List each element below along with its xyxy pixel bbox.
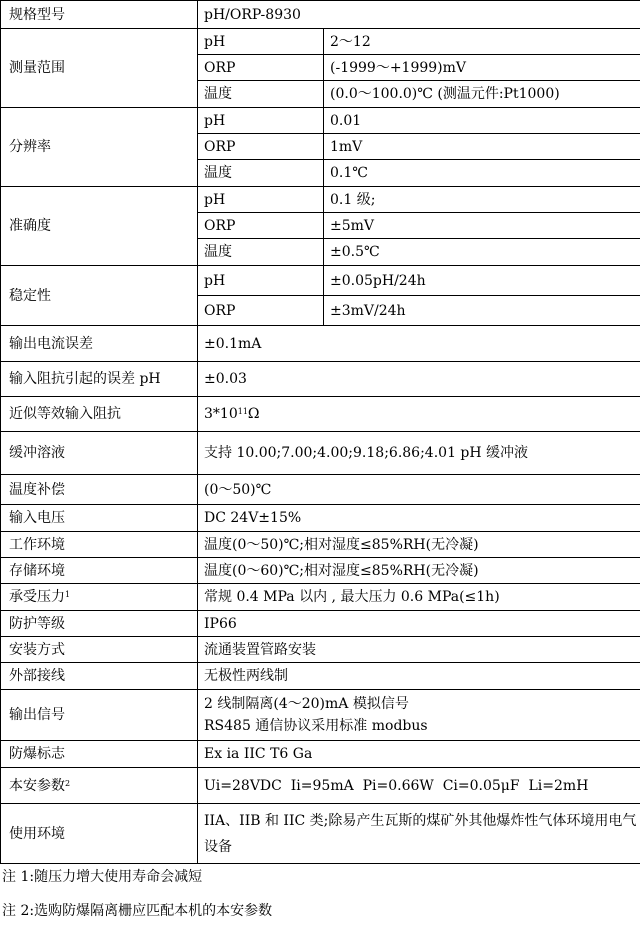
spec-label: 工作环境 <box>1 532 198 558</box>
spec-label: 输入阻抗引起的误差 pH <box>1 362 198 397</box>
spec-value: 温度(0～60)℃;相对湿度≤85%RH(无冷凝) <box>198 558 640 584</box>
spec-label: 准确度 <box>1 187 198 266</box>
spec-row-wiring <box>1 663 640 690</box>
spec-label <box>1 584 198 611</box>
spec-param: ORP <box>198 296 324 326</box>
spec-value: 温度(0～50)℃;相对湿度≤85%RH(无冷凝) <box>198 532 640 558</box>
spec-row-accuracy <box>1 187 640 213</box>
spec-value: pH/ORP-8930 <box>198 1 640 29</box>
spec-row-protection <box>1 611 640 637</box>
spec-label: 防护等级 <box>1 611 198 637</box>
spec-value: Ui=28VDC Ii=95mA Pi=0.66W Ci=0.05μF Li=2mH <box>198 768 640 804</box>
spec-row-output-current-error <box>1 326 640 362</box>
spec-value: DC 24V±15% <box>198 505 640 532</box>
spec-label: 缓冲溶液 <box>1 432 198 475</box>
spec-label: 输出信号 <box>1 690 198 741</box>
spec-row-explosion-mark <box>1 741 640 768</box>
spec-value: 1mV <box>324 134 640 160</box>
output-signal-digital: RS485 通信协议采用标准 modbus <box>204 718 428 734</box>
spec-param: pH <box>198 266 324 296</box>
spec-label: 测量范围 <box>1 29 198 108</box>
spec-row-install <box>1 637 640 663</box>
spec-row-stability <box>1 266 640 296</box>
spec-row-buffer <box>1 432 640 475</box>
spec-row-storage-env <box>1 558 640 584</box>
pressure-label: 承受压力 <box>9 589 65 605</box>
spec-value: (0.0～100.0)℃ (测温元件:Pt1000) <box>324 81 640 108</box>
spec-param: 温度 <box>198 160 324 187</box>
spec-value: 流通装置管路安装 <box>198 637 640 663</box>
spec-label: 使用环境 <box>1 804 198 864</box>
footnote-2: 注 2:选购防爆隔离栅应匹配本机的本安参数 <box>2 903 273 919</box>
spec-label <box>1 768 198 804</box>
spec-row-safety-params <box>1 768 640 804</box>
spec-row-temp-comp <box>1 475 640 505</box>
spec-value: ±5mV <box>324 213 640 239</box>
spec-param: ORP <box>198 55 324 81</box>
spec-row-use-env <box>1 804 640 864</box>
spec-row-output-signal <box>1 690 640 741</box>
spec-label: 规格型号 <box>1 1 198 29</box>
spec-label: 输出电流误差 <box>1 326 198 362</box>
safety-params-label: 本安参数 <box>9 777 65 794</box>
spec-param: 温度 <box>198 81 324 108</box>
spec-value: 2～12 <box>324 29 640 55</box>
footnote-1: 注 1:随压力增大使用寿命会减短 <box>2 869 203 885</box>
spec-row-work-env <box>1 532 640 558</box>
spec-label: 外部接线 <box>1 663 198 690</box>
spec-label: 近似等效输入阻抗 <box>1 397 198 432</box>
spec-param: ORP <box>198 134 324 160</box>
spec-value: (-1999～+1999)mV <box>324 55 640 81</box>
spec-value: ±0.5℃ <box>324 239 640 266</box>
spec-param: 温度 <box>198 239 324 266</box>
spec-label: 输入电压 <box>1 505 198 532</box>
spec-row-input-voltage <box>1 505 640 532</box>
spec-value: IIA、IIB 和 IIC 类;除易产生瓦斯的煤矿外其他爆炸性气体环境用电气设备 <box>198 804 640 864</box>
impedance-unit: Ω <box>247 406 260 422</box>
spec-value: 无极性两线制 <box>198 663 640 690</box>
spec-value: ±0.03 <box>198 362 640 397</box>
spec-value: 0.1 级; <box>324 187 640 213</box>
spec-param: pH <box>198 29 324 55</box>
spec-value: 0.1℃ <box>324 160 640 187</box>
spec-value: ±0.1mA <box>198 326 640 362</box>
footnote-mark: 1 <box>65 590 71 599</box>
spec-value: Ex ia IIC T6 Ga <box>198 741 640 768</box>
spec-param: pH <box>198 108 324 134</box>
spec-label: 稳定性 <box>1 266 198 326</box>
spec-row-resolution <box>1 108 640 134</box>
spec-value <box>198 690 640 741</box>
spec-value: 支持 10.00;7.00;4.00;9.18;6.86;4.01 pH 缓冲液 <box>198 432 640 475</box>
spec-row-pressure <box>1 584 640 611</box>
spec-label: 温度补偿 <box>1 475 198 505</box>
spec-param: ORP <box>198 213 324 239</box>
impedance-base: 3*10 <box>204 406 238 422</box>
spec-value: 0.01 <box>324 108 640 134</box>
spec-label: 防爆标志 <box>1 741 198 768</box>
spec-label: 存储环境 <box>1 558 198 584</box>
spec-row-range <box>1 29 640 55</box>
footnotes <box>0 860 640 928</box>
spec-value: IP66 <box>198 611 640 637</box>
spec-label: 安装方式 <box>1 637 198 663</box>
spec-row-input-impedance-error <box>1 362 640 397</box>
spec-value <box>198 397 640 432</box>
spec-row-equiv-input-impedance <box>1 397 640 432</box>
impedance-exponent: 11 <box>237 407 248 416</box>
spec-label: 分辨率 <box>1 108 198 187</box>
spec-value: (0～50)℃ <box>198 475 640 505</box>
spec-value: ±0.05pH/24h <box>324 266 640 296</box>
footnote-mark: 2 <box>65 778 71 788</box>
spec-value: ±3mV/24h <box>324 296 640 326</box>
spec-param: pH <box>198 187 324 213</box>
output-signal-analog: 2 线制隔离(4～20)mA 模拟信号 <box>204 696 409 712</box>
spec-value: 常规 0.4 MPa 以内 , 最大压力 0.6 MPa(≤1h) <box>198 584 640 611</box>
spec-row-model <box>1 1 640 29</box>
